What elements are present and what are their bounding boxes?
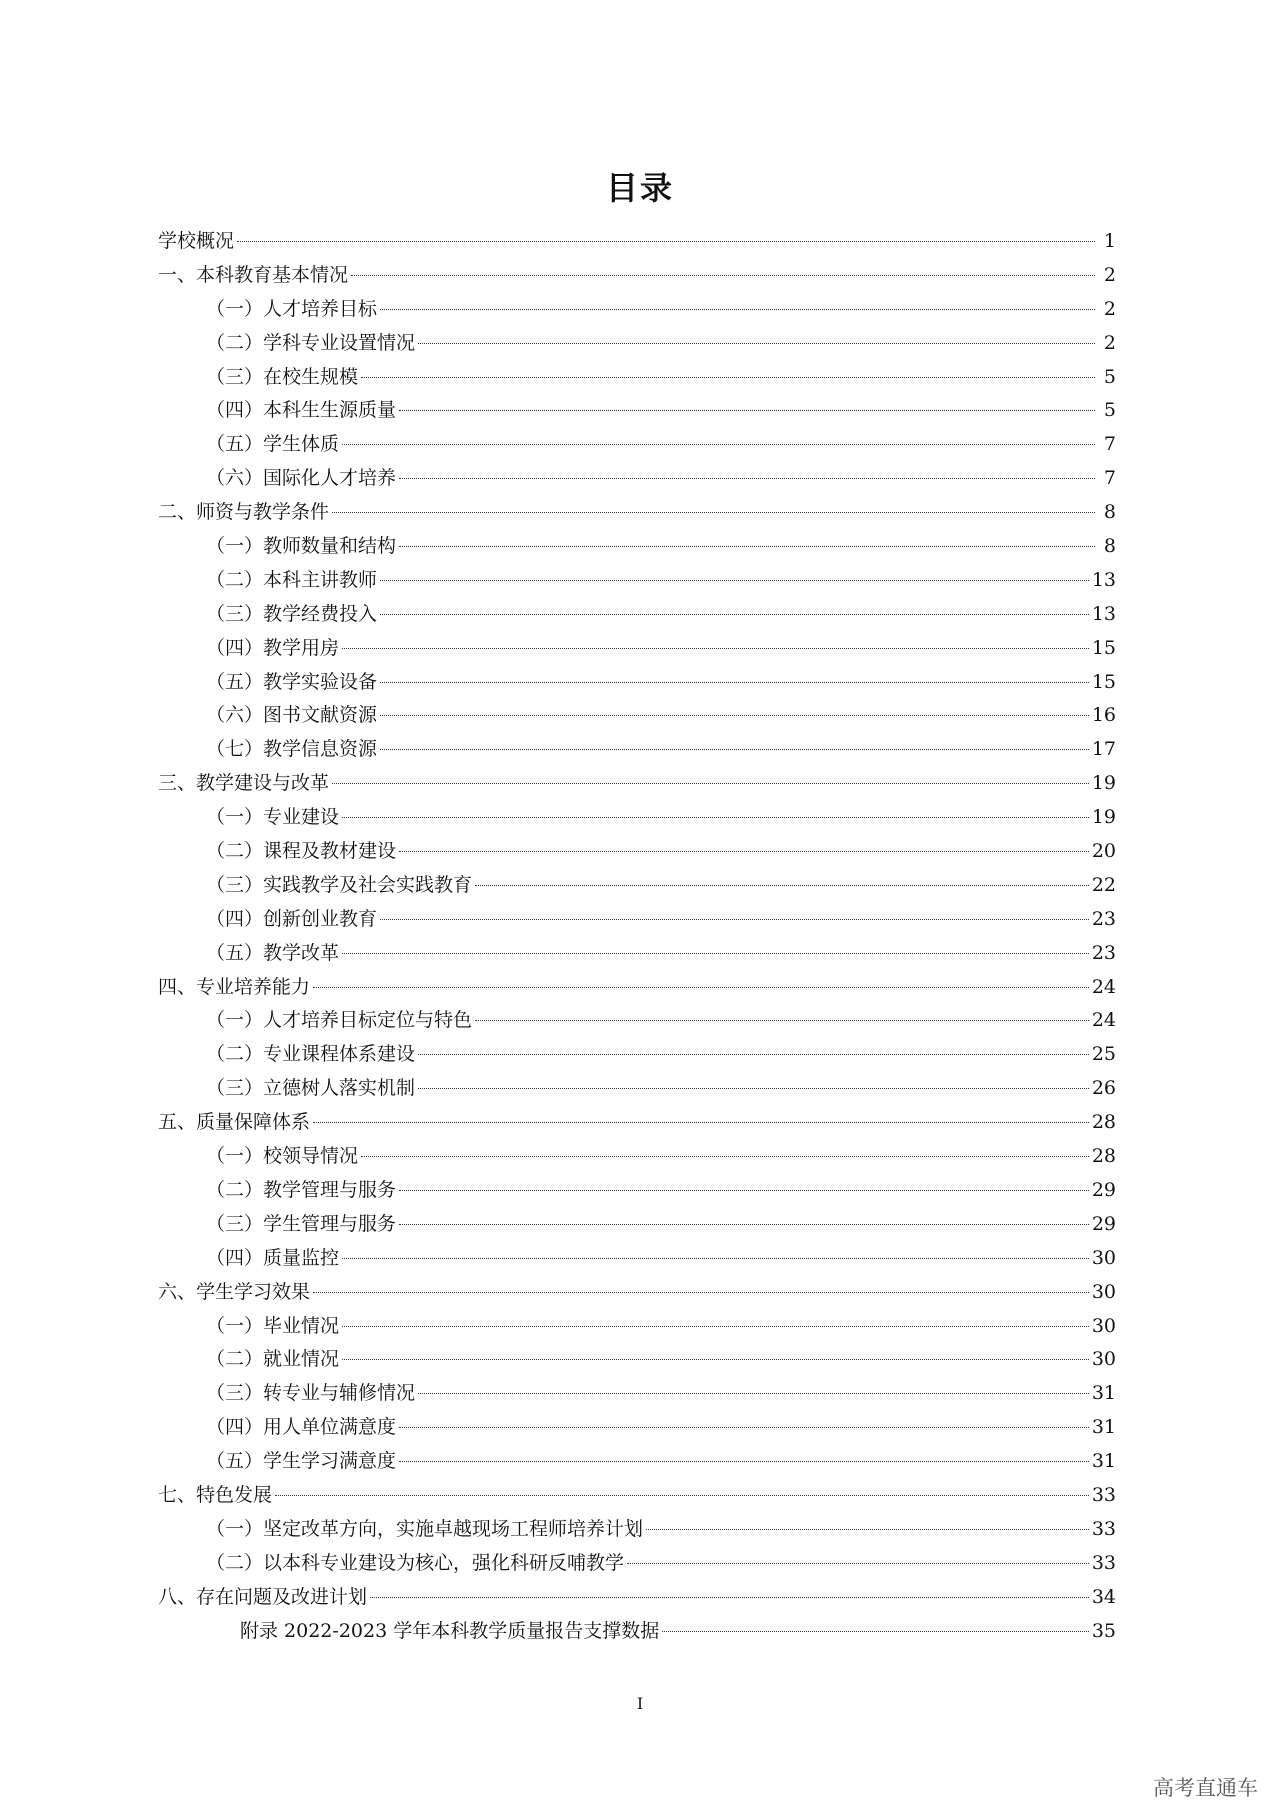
dot-leader — [380, 614, 1089, 615]
dot-leader — [399, 1190, 1089, 1191]
dot-leader — [380, 715, 1089, 716]
toc-entry[interactable] — [158, 1547, 1116, 1581]
toc-entry-label: （二）课程及教材建设 — [206, 840, 397, 863]
dot-leader — [342, 817, 1089, 818]
toc-entry[interactable] — [158, 530, 1116, 564]
toc-entry-page-number: 22 — [1091, 873, 1116, 896]
toc-entry-label: （三）立德树人落实机制 — [206, 1077, 416, 1100]
toc-entry-label: （三）转专业与辅修情况 — [206, 1382, 416, 1405]
toc-entry-label: （一）毕业情况 — [206, 1314, 340, 1337]
toc-entry[interactable] — [158, 971, 1116, 1005]
dot-leader — [275, 1495, 1089, 1496]
dot-leader — [418, 1088, 1089, 1089]
toc-entry-label: （四）创新创业教育 — [206, 907, 378, 930]
toc-entry[interactable] — [158, 496, 1116, 530]
dot-leader — [380, 309, 1095, 310]
toc-entry-page-number: 16 — [1091, 704, 1116, 727]
toc-entry-label: （四）教学用房 — [206, 636, 340, 659]
toc-entry-page-number: 7 — [1103, 467, 1116, 490]
toc-entry-label: 五、质量保障体系 — [158, 1111, 311, 1134]
dot-leader — [351, 275, 1095, 276]
toc-entry[interactable] — [158, 1343, 1116, 1377]
page-number: I — [636, 1694, 644, 1713]
toc-entry-page-number: 20 — [1091, 840, 1116, 863]
toc-entry-page-number: 8 — [1103, 535, 1116, 558]
toc-entry-page-number: 2 — [1103, 263, 1116, 286]
toc-entry[interactable] — [158, 1208, 1116, 1242]
toc-entry[interactable] — [158, 1513, 1116, 1547]
toc-entry-label: （六）图书文献资源 — [206, 704, 378, 727]
page-title: 目录 — [605, 169, 674, 207]
toc-entry-page-number: 19 — [1091, 772, 1116, 795]
toc-entry-page-number: 31 — [1091, 1416, 1116, 1439]
dot-leader — [342, 1258, 1089, 1259]
toc-entry-page-number: 33 — [1091, 1483, 1116, 1506]
toc-entry[interactable] — [158, 462, 1116, 496]
toc-entry-label: 附录 2022-2023 学年本科教学质量报告支撑数据 — [240, 1619, 660, 1642]
dot-leader — [342, 953, 1089, 954]
toc-entry[interactable] — [158, 733, 1116, 767]
toc-entry-label: （三）教学经费投入 — [206, 602, 378, 625]
toc-entry-page-number: 33 — [1091, 1551, 1116, 1574]
dot-leader — [380, 749, 1089, 750]
dot-leader — [361, 1156, 1089, 1157]
toc-entry-label: 七、特色发展 — [158, 1483, 273, 1506]
toc-entry-label: （四）用人单位满意度 — [206, 1416, 397, 1439]
toc-entry-page-number: 23 — [1091, 941, 1116, 964]
toc-entry-label: （二）本科主讲教师 — [206, 568, 378, 591]
toc-entry[interactable] — [158, 767, 1116, 801]
toc-entry-page-number: 28 — [1091, 1145, 1116, 1168]
toc-entry-page-number: 31 — [1091, 1382, 1116, 1405]
dot-leader — [342, 1326, 1089, 1327]
toc-entry[interactable] — [158, 1411, 1116, 1445]
toc-entry-page-number: 13 — [1091, 602, 1116, 625]
toc-entry-page-number: 33 — [1091, 1517, 1116, 1540]
toc-entry-page-number: 1 — [1103, 230, 1116, 252]
toc-entry-label: （一）教师数量和结构 — [206, 535, 397, 558]
dot-leader — [399, 546, 1095, 547]
toc-entry-label: （二）专业课程体系建设 — [206, 1043, 416, 1066]
toc-entry-page-number: 29 — [1091, 1178, 1116, 1201]
toc-entry-label: （一）校领导情况 — [206, 1145, 359, 1168]
dot-leader — [418, 343, 1095, 344]
toc-entry[interactable] — [158, 666, 1116, 700]
toc-entry-label: （二）学科专业设置情况 — [206, 331, 416, 354]
toc-entry-label: 八、存在问题及改进计划 — [158, 1585, 368, 1608]
toc-entry-page-number: 30 — [1091, 1348, 1116, 1371]
toc-entry-page-number: 2 — [1103, 297, 1116, 320]
toc-entry[interactable] — [158, 1479, 1116, 1513]
toc-entry-page-number: 2 — [1103, 331, 1116, 354]
toc-entry-label: （三）实践教学及社会实践教育 — [206, 873, 473, 896]
dot-leader — [332, 512, 1095, 513]
toc-entry[interactable] — [158, 225, 1116, 259]
toc-entry-page-number: 25 — [1091, 1043, 1116, 1066]
toc-entry-label: 学校概况 — [158, 230, 235, 252]
toc-entry[interactable] — [158, 1174, 1116, 1208]
toc-entry-label: （一）人才培养目标定位与特色 — [206, 1009, 473, 1032]
toc-entry-page-number: 24 — [1091, 975, 1116, 998]
toc-entry[interactable] — [158, 1140, 1116, 1174]
toc-entry[interactable] — [158, 361, 1116, 395]
toc-entry[interactable] — [158, 903, 1116, 937]
toc-entry[interactable] — [158, 1038, 1116, 1072]
toc-entry-label: （二）教学管理与服务 — [206, 1178, 397, 1201]
dot-leader — [399, 1461, 1089, 1462]
dot-leader — [399, 1427, 1089, 1428]
dot-leader — [361, 377, 1095, 378]
toc-entry[interactable] — [158, 293, 1116, 327]
toc-entry[interactable] — [158, 632, 1116, 666]
dot-leader — [380, 682, 1089, 683]
dot-leader — [380, 580, 1089, 581]
dot-leader — [332, 783, 1089, 784]
toc-entry-page-number: 15 — [1091, 636, 1116, 659]
toc-entry[interactable] — [158, 259, 1116, 293]
dot-leader — [380, 919, 1089, 920]
toc-entry-label: （五）学生学习满意度 — [206, 1450, 397, 1473]
dot-leader — [399, 851, 1089, 852]
toc-entry-label: （五）学生体质 — [206, 433, 340, 456]
dot-leader — [342, 648, 1089, 649]
toc-entry-label: （二）就业情况 — [206, 1348, 340, 1371]
toc-entry[interactable] — [158, 801, 1116, 835]
toc-entry[interactable] — [158, 598, 1116, 632]
toc-entry-page-number: 26 — [1091, 1077, 1116, 1100]
toc-entry[interactable] — [158, 564, 1116, 598]
dot-leader — [399, 1224, 1089, 1225]
table-of-contents — [158, 225, 1116, 1648]
toc-entry-label: （五）教学实验设备 — [206, 670, 378, 693]
toc-entry-page-number: 28 — [1091, 1111, 1116, 1134]
toc-entry-page-number: 13 — [1091, 568, 1116, 591]
toc-entry-label: 二、师资与教学条件 — [158, 501, 330, 524]
toc-entry-page-number: 17 — [1091, 738, 1116, 761]
watermark: 高考直通车 — [1153, 1776, 1258, 1800]
toc-entry-page-number: 30 — [1091, 1314, 1116, 1337]
toc-entry-label: 一、本科教育基本情况 — [158, 263, 349, 286]
toc-entry[interactable] — [158, 869, 1116, 903]
dot-leader — [418, 1054, 1089, 1055]
toc-entry[interactable] — [158, 1615, 1116, 1649]
toc-entry-page-number: 35 — [1091, 1619, 1116, 1642]
dot-leader — [399, 410, 1095, 411]
dot-leader — [313, 1122, 1089, 1123]
toc-entry-page-number: 7 — [1103, 433, 1116, 456]
toc-entry-page-number: 34 — [1091, 1585, 1116, 1608]
toc-entry-label: 三、教学建设与改革 — [158, 772, 330, 795]
toc-entry-page-number: 5 — [1103, 365, 1116, 388]
dot-leader — [475, 885, 1089, 886]
toc-entry-label: （六）国际化人才培养 — [206, 467, 397, 490]
toc-entry[interactable] — [158, 699, 1116, 733]
toc-entry-label: （二）以本科专业建设为核心，强化科研反哺教学 — [206, 1551, 625, 1574]
toc-entry[interactable] — [158, 428, 1116, 462]
dot-leader — [313, 987, 1089, 988]
toc-entry-page-number: 30 — [1091, 1246, 1116, 1269]
dot-leader — [237, 241, 1095, 242]
toc-entry-label: （一）坚定改革方向，实施卓越现场工程师培养计划 — [206, 1517, 644, 1540]
dot-leader — [342, 444, 1095, 445]
dot-leader — [646, 1529, 1089, 1530]
toc-entry[interactable] — [158, 1004, 1116, 1038]
toc-entry[interactable] — [158, 1377, 1116, 1411]
dot-leader — [627, 1563, 1089, 1564]
toc-entry[interactable] — [158, 327, 1116, 361]
toc-entry-label: （四）本科生生源质量 — [206, 399, 397, 422]
toc-entry-label: 六、学生学习效果 — [158, 1280, 311, 1303]
toc-entry-page-number: 31 — [1091, 1450, 1116, 1473]
toc-entry-label: 四、专业培养能力 — [158, 975, 311, 998]
toc-entry-page-number: 29 — [1091, 1212, 1116, 1235]
toc-entry-page-number: 24 — [1091, 1009, 1116, 1032]
toc-entry-label: （七）教学信息资源 — [206, 738, 378, 761]
toc-entry-page-number: 5 — [1103, 399, 1116, 422]
toc-entry-page-number: 15 — [1091, 670, 1116, 693]
toc-entry[interactable] — [158, 835, 1116, 869]
dot-leader — [313, 1292, 1089, 1293]
dot-leader — [475, 1020, 1089, 1021]
dot-leader — [342, 1359, 1089, 1360]
toc-entry-page-number: 30 — [1091, 1280, 1116, 1303]
toc-entry-label: （一）专业建设 — [206, 806, 340, 829]
toc-entry[interactable] — [158, 1106, 1116, 1140]
dot-leader — [370, 1597, 1089, 1598]
toc-entry[interactable] — [158, 1581, 1116, 1615]
toc-entry-page-number: 23 — [1091, 907, 1116, 930]
toc-entry-label: （五）教学改革 — [206, 941, 340, 964]
dot-leader — [662, 1631, 1089, 1632]
toc-entry[interactable] — [158, 1310, 1116, 1344]
toc-entry-page-number: 19 — [1091, 806, 1116, 829]
toc-entry-label: （一）人才培养目标 — [206, 297, 378, 320]
toc-entry[interactable] — [158, 1445, 1116, 1479]
toc-entry[interactable] — [158, 394, 1116, 428]
toc-entry-label: （四）质量监控 — [206, 1246, 340, 1269]
toc-entry[interactable] — [158, 1072, 1116, 1106]
toc-entry-page-number: 8 — [1103, 501, 1116, 524]
dot-leader — [418, 1393, 1089, 1394]
toc-entry-label: （三）在校生规模 — [206, 365, 359, 388]
dot-leader — [399, 478, 1095, 479]
toc-entry[interactable] — [158, 1276, 1116, 1310]
toc-entry[interactable] — [158, 937, 1116, 971]
toc-entry[interactable] — [158, 1242, 1116, 1276]
toc-entry-label: （三）学生管理与服务 — [206, 1212, 397, 1235]
